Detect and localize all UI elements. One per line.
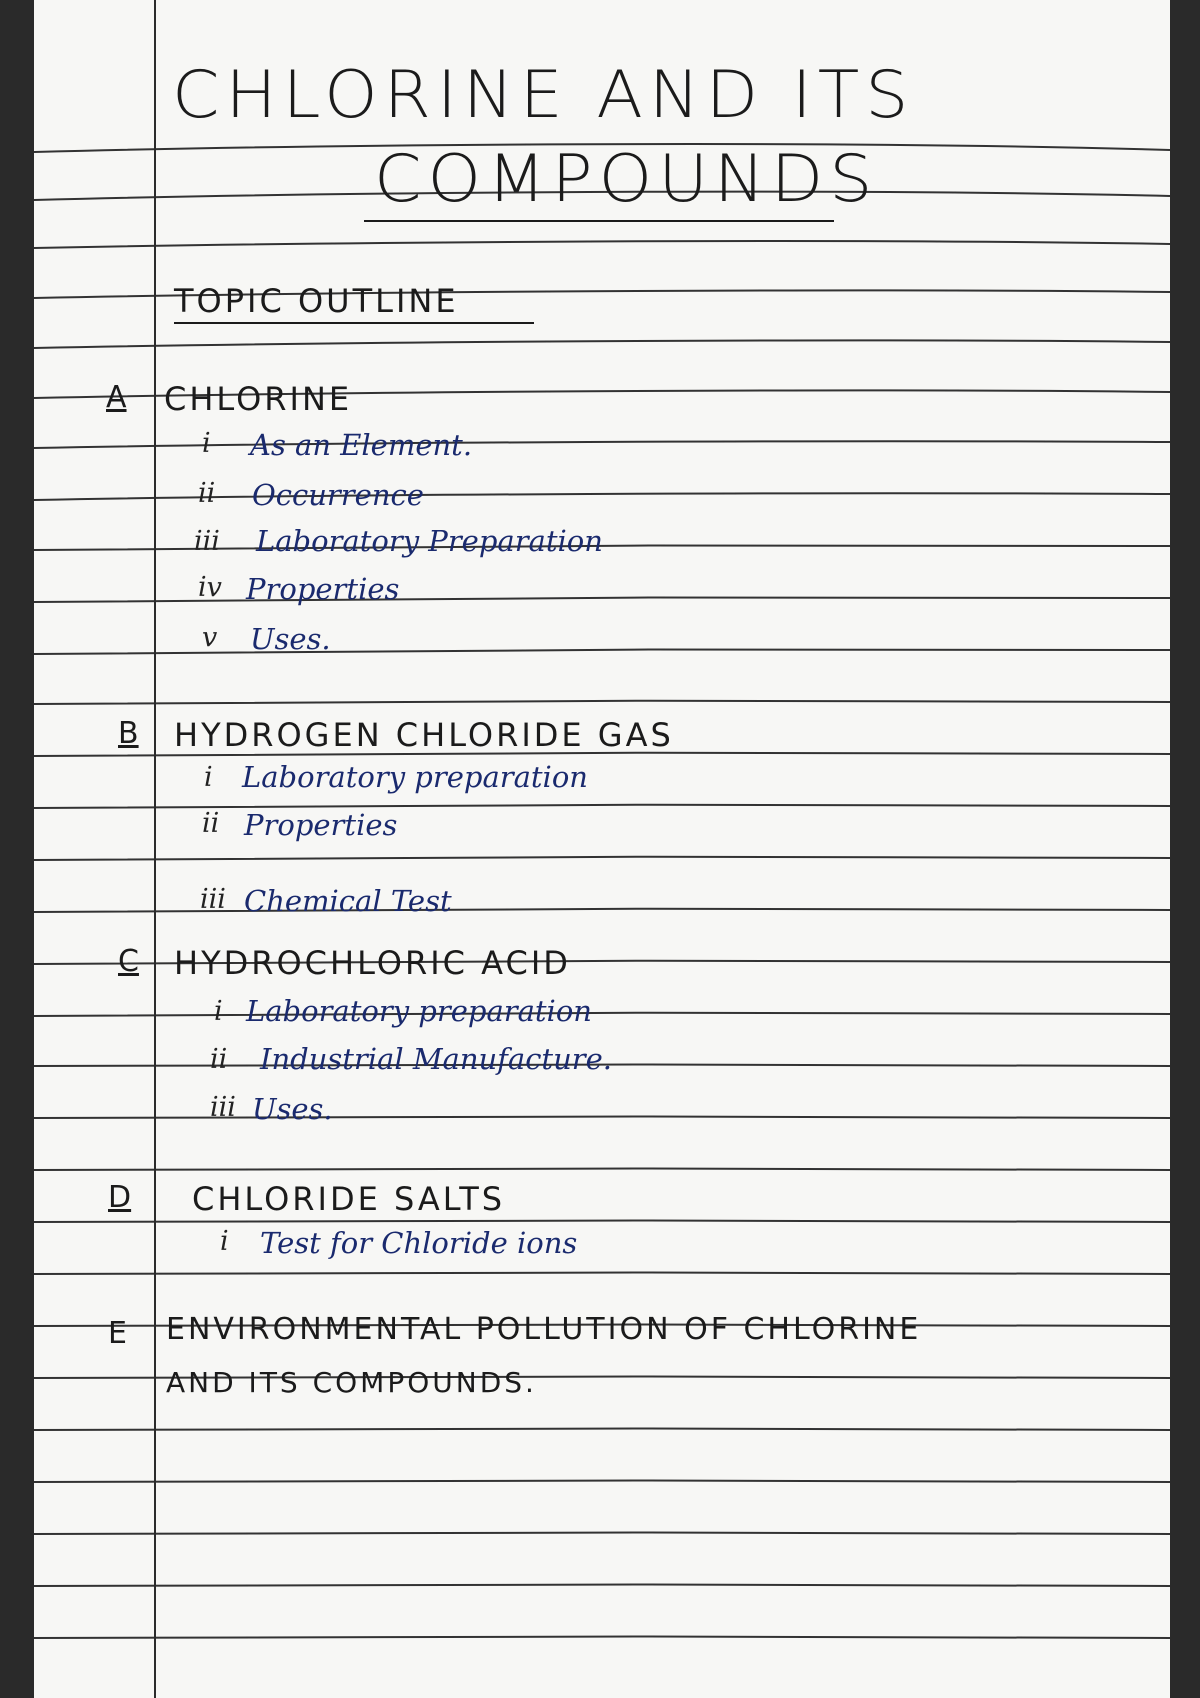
section-b-item-2: Properties	[244, 808, 398, 842]
section-e-label: E	[108, 1316, 130, 1351]
section-a-title: CHLORINE	[164, 380, 353, 418]
section-d-item-1: Test for Chloride ions	[260, 1226, 578, 1260]
section-d-item-1-num: i	[220, 1226, 229, 1257]
section-b-item-3-num: iii	[200, 884, 226, 915]
section-e-title-line-2: AND ITS COMPOUNDS.	[166, 1366, 537, 1399]
section-b-item-3: Chemical Test	[244, 884, 452, 918]
section-a-item-4: Properties	[246, 572, 400, 606]
section-d-title: CHLORIDE SALTS	[192, 1180, 506, 1218]
section-a-item-2: Occurrence	[252, 478, 424, 512]
page-title-line-1: CHLORINE AND ITS	[172, 57, 915, 134]
section-b-title: HYDROGEN CHLORIDE GAS	[174, 716, 674, 754]
section-a-label: A	[106, 380, 127, 415]
section-c-item-1-num: i	[214, 996, 223, 1027]
page-title-line-2: COMPOUNDS	[374, 141, 879, 218]
section-c-item-3-num: iii	[210, 1092, 236, 1123]
section-c-title: HYDROCHLORIC ACID	[174, 944, 571, 982]
section-a-item-4-num: iv	[198, 572, 222, 603]
section-a-item-1: As an Element.	[250, 428, 473, 462]
section-b-item-1-num: i	[204, 762, 213, 793]
section-e-title-line-1: ENVIRONMENTAL POLLUTION OF CHLORINE	[166, 1312, 922, 1347]
section-c-item-3: Uses.	[252, 1092, 333, 1126]
section-c-item-2: Industrial Manufacture.	[260, 1042, 613, 1076]
section-a-item-1-num: i	[202, 428, 211, 459]
section-c-item-1: Laboratory preparation	[246, 994, 592, 1028]
outline-heading: TOPIC OUTLINE	[174, 282, 459, 320]
section-b-label: B	[118, 716, 139, 751]
section-d-label: D	[108, 1180, 132, 1215]
section-a-item-2-num: ii	[198, 478, 216, 509]
section-b-item-1: Laboratory preparation	[242, 760, 588, 794]
section-a-item-3-num: iii	[194, 526, 220, 557]
notebook-page	[34, 0, 1170, 1698]
outline-heading-underline	[174, 322, 534, 324]
section-c-label: C	[118, 944, 139, 979]
title-underline	[364, 220, 834, 222]
ruled-lines	[34, 0, 1170, 1698]
section-b-item-2-num: ii	[202, 808, 220, 839]
section-a-item-3: Laboratory Preparation	[256, 524, 603, 558]
section-a-item-5-num: v	[202, 622, 218, 653]
margin-line	[154, 0, 156, 1698]
section-a-item-5: Uses.	[250, 622, 331, 656]
section-c-item-2-num: ii	[210, 1044, 228, 1075]
